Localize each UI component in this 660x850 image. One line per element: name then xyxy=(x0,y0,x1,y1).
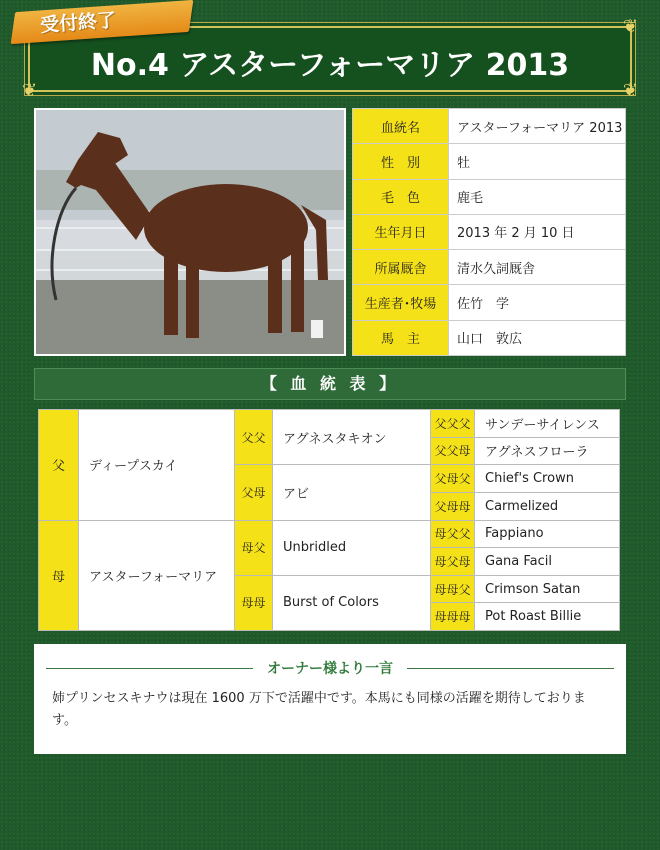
gen3-name: アグネスフローラ xyxy=(475,437,620,465)
info-row-name xyxy=(353,109,626,144)
info-label: 生産者･牧場 xyxy=(353,285,449,320)
info-value: 2013 年 2 月 10 日 xyxy=(449,214,626,249)
gen3-label: 母母父 xyxy=(431,575,475,603)
ornament-icon: ❦ xyxy=(22,80,38,101)
divider xyxy=(407,668,614,669)
gen3-label: 父母母 xyxy=(431,492,475,520)
gen3-label: 母父父 xyxy=(431,520,475,548)
info-row-sex xyxy=(353,144,626,179)
info-label: 馬 主 xyxy=(353,320,449,355)
gen2-label: 母母 xyxy=(235,575,273,630)
page-title: No.4 アスターフォーマリア 2013 xyxy=(90,48,570,83)
gen3-name: Fappiano xyxy=(475,520,620,548)
gen2-name: アビ xyxy=(273,465,431,520)
dam-name: アスターフォーマリア xyxy=(79,520,235,631)
sire-name: ディープスカイ xyxy=(79,410,235,521)
info-row-owner xyxy=(353,320,626,355)
gen2-name: Burst of Colors xyxy=(273,575,431,630)
gen3-label: 父父父 xyxy=(431,410,475,438)
divider xyxy=(46,668,253,669)
gen3-label: 母父母 xyxy=(431,548,475,576)
info-label: 生年月日 xyxy=(353,214,449,249)
owner-comment-text: 姉プリンセスキナウは現在 1600 万下で活躍中です。本馬にも同様の活躍を期待しております。 xyxy=(52,691,586,728)
dam-label: 母 xyxy=(39,520,79,631)
info-value: 山口 敦広 xyxy=(449,320,626,355)
gen2-label: 父母 xyxy=(235,465,273,520)
gen3-label: 母母母 xyxy=(431,603,475,631)
gen3-label: 父母父 xyxy=(431,465,475,493)
pedigree-heading: 【 血 統 表 】 xyxy=(34,368,626,400)
gen2-name: アグネスタキオン xyxy=(273,410,431,465)
owner-comment-heading: オーナー様より一言 xyxy=(267,661,393,677)
gen3-label: 父父母 xyxy=(431,437,475,465)
info-row-breeder xyxy=(353,285,626,320)
info-label: 血統名 xyxy=(353,109,449,144)
info-value: 牡 xyxy=(449,144,626,179)
info-label: 所属厩舎 xyxy=(353,250,449,285)
info-row-stable xyxy=(353,250,626,285)
gen3-name: Gana Facil xyxy=(475,548,620,576)
owner-comment-box xyxy=(34,644,626,754)
gen3-name: Crimson Satan xyxy=(475,575,620,603)
gen3-name: Carmelized xyxy=(475,492,620,520)
gen3-name: サンデーサイレンス xyxy=(475,410,620,438)
gen2-label: 母父 xyxy=(235,520,273,575)
info-row-coat xyxy=(353,179,626,214)
ornament-icon: ❦ xyxy=(622,16,638,37)
status-tag: 受付終了 xyxy=(39,9,117,37)
info-value: 佐竹 学 xyxy=(449,285,626,320)
pedigree-table xyxy=(38,409,620,631)
info-label: 性 別 xyxy=(353,144,449,179)
ornament-icon: ❦ xyxy=(622,80,638,101)
gen3-name: Chief's Crown xyxy=(475,465,620,493)
gen2-name: Unbridled xyxy=(273,520,431,575)
owner-comment-heading-row xyxy=(46,658,614,678)
info-row-birthdate xyxy=(353,214,626,249)
horse-info-table xyxy=(352,108,626,356)
horse-icon xyxy=(36,110,344,354)
sire-label: 父 xyxy=(39,410,79,521)
info-value: アスターフォーマリア 2013 xyxy=(449,109,626,144)
info-value: 清水久詞厩舎 xyxy=(449,250,626,285)
info-value: 鹿毛 xyxy=(449,179,626,214)
horse-photo xyxy=(34,108,346,356)
gen2-label: 父父 xyxy=(235,410,273,465)
info-label: 毛 色 xyxy=(353,179,449,214)
gen3-name: Pot Roast Billie xyxy=(475,603,620,631)
